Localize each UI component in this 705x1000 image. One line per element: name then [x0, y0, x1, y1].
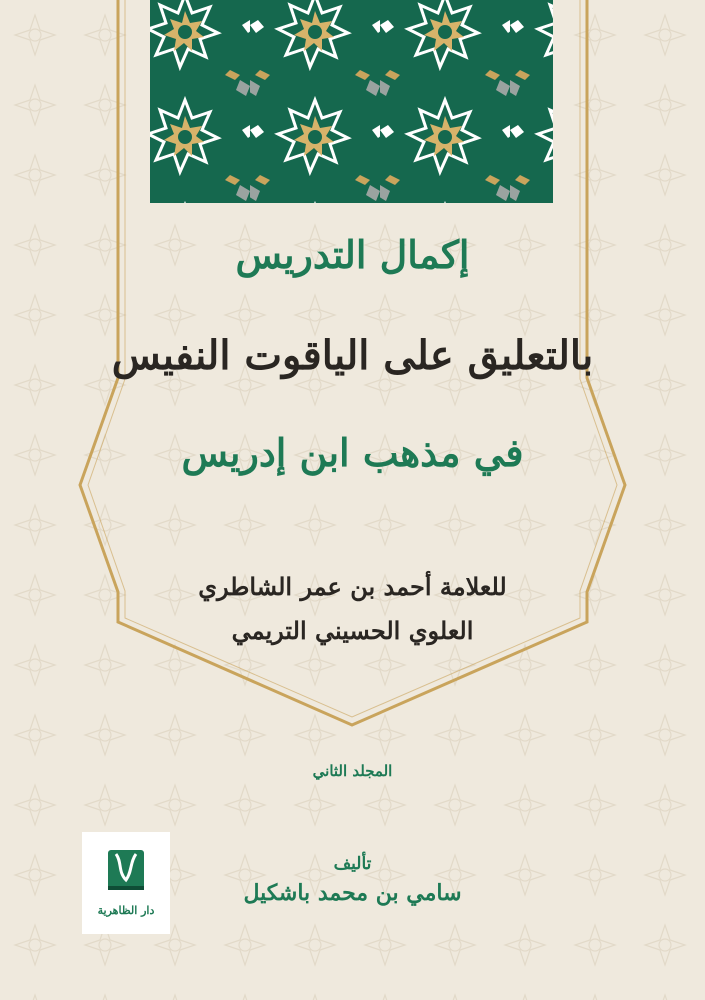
- publisher-name: دار الظاهرية: [97, 904, 155, 917]
- authored-by-label: تأليف: [333, 854, 372, 874]
- author-name: سامي بن محمد باشكيل: [243, 880, 462, 906]
- title-line-3: في مذهب ابن إدريس: [181, 430, 524, 475]
- book-icon: [82, 832, 170, 902]
- title-line-1: إكمال التدريس: [235, 232, 470, 277]
- title-line-2: بالتعليق على الياقوت النفيس: [111, 332, 594, 379]
- author-line-2: العلوي الحسيني التريمي: [231, 616, 474, 645]
- publisher-logo: [82, 832, 170, 934]
- volume-label: المجلد الثاني: [312, 762, 393, 780]
- author-line-1: للعلامة أحمد بن عمر الشاطري: [198, 572, 507, 601]
